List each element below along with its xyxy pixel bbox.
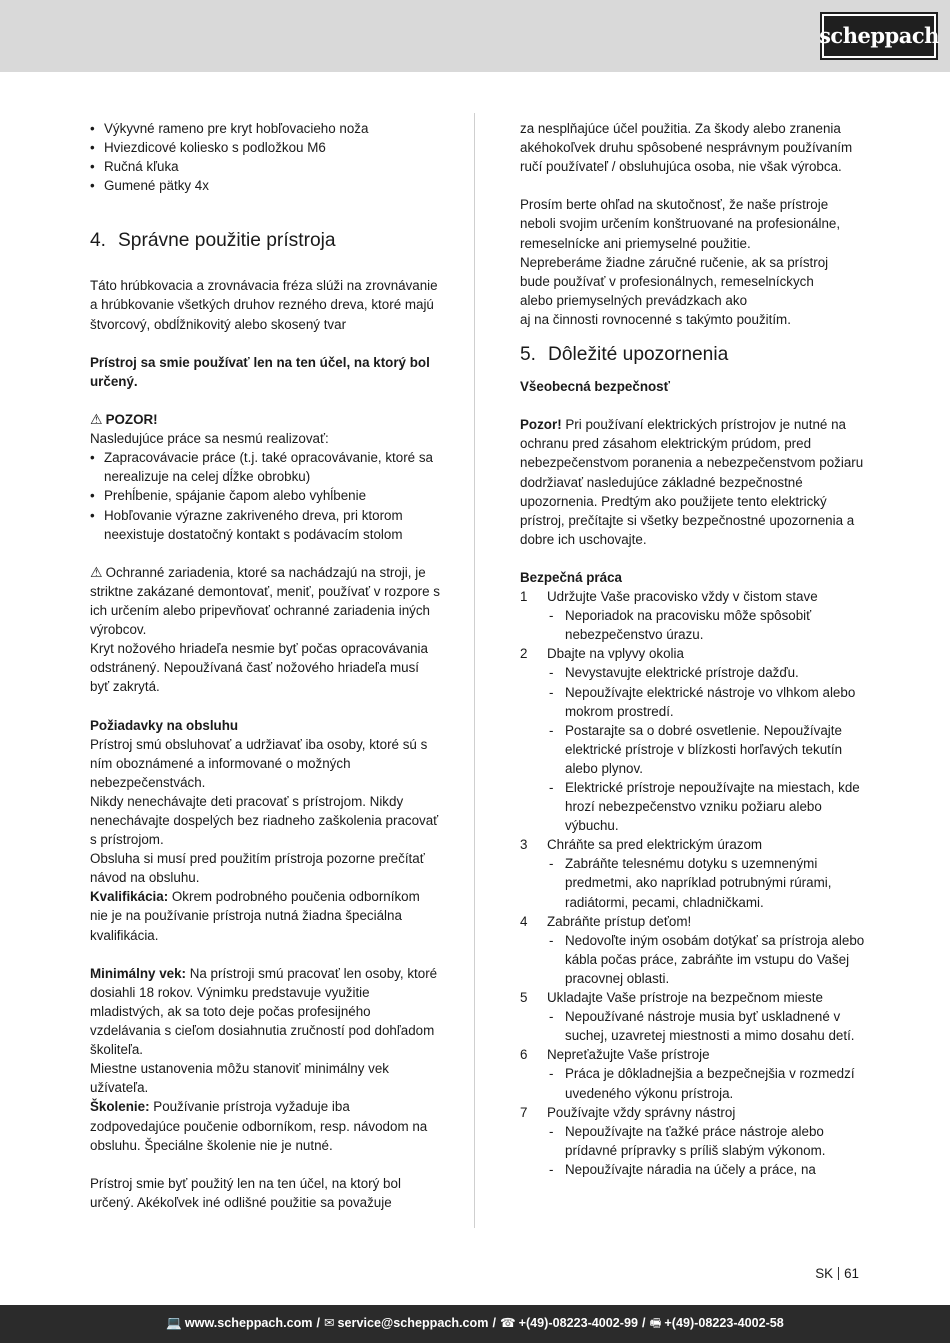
section-heading-4 bbox=[90, 223, 440, 261]
qualification-text: Okrem podrobného poučenia odborníkom nie je na používanie prístroja nutná žiadna špeciálna kvalifikácia. bbox=[90, 889, 420, 943]
item-number: 4 bbox=[520, 913, 528, 929]
item-title: Ukladajte Vaše prístroje na bezpečnom mieste bbox=[547, 990, 823, 1006]
list-item: • Gumené pätky 4x bbox=[90, 176, 440, 195]
footer-bar bbox=[0, 1305, 950, 1343]
item-title: Používajte vždy správny nástroj bbox=[547, 1104, 736, 1120]
list-item: • Hviezdicové koliesko s podložkou M6 bbox=[90, 138, 440, 157]
computer-icon: 💻 bbox=[166, 1316, 182, 1331]
sub-item: - Nepoužívané nástroje musia byť uskladnené v suchej, uzavretej miestnosti a mimo dosahu detí. bbox=[547, 1007, 865, 1045]
operator-heading: Požiadavky na obsluhu bbox=[90, 717, 239, 733]
note-line: bude používať v profesionálnych, remeselníckych bbox=[520, 273, 814, 289]
qualification-label: Kvalifikácia: bbox=[90, 889, 169, 905]
sub-item: - Nepoužívajte elektrické nástroje vo vlhkom alebo mokrom prostredí. bbox=[547, 683, 865, 721]
sub-item: - Zabráňte telesnému dotyku s uzemnenými predmetmi, ako napríklad potrubnými rúrami, radiátormi, pecami, chladničkami. bbox=[547, 854, 865, 911]
safety-item bbox=[520, 1045, 865, 1102]
safety-item bbox=[520, 1103, 865, 1179]
continued-paragraph: za nesplňajúce účel použitia. Za škody alebo zranenia akéhokoľvek druhu spôsobené nesprávnym používaním ručí používateľ / obsluhujúca osoba, nie však výrobca. bbox=[520, 121, 853, 175]
item-title: Chráňte sa pred elektrickým úrazom bbox=[547, 837, 763, 853]
final-paragraph: Prístroj smie byť použitý len na ten účel, na ktorý bol určený. Akékoľvek iné odlišné použitie sa považuje bbox=[90, 1175, 401, 1210]
section-heading-5 bbox=[520, 337, 865, 375]
cover-paragraph: Kryt nožového hriadeľa nesmie byť počas opracovávania odstránený. Nepoužívaná časť nožového hriadeľa musí byť zakrytá. bbox=[90, 641, 428, 695]
safety-item bbox=[520, 912, 865, 988]
min-age-label: Minimálny vek: bbox=[90, 965, 186, 981]
note-line: alebo priemyselných prevádzkach ako bbox=[520, 292, 748, 308]
sub-item: - Nevystavujte elektrické prístroje dažďu. bbox=[547, 663, 865, 682]
item-number: 2 bbox=[520, 646, 528, 662]
sub-item: - Elektrické prístroje nepoužívajte na miestach, kde hrozí nebezpečenstvo vzniku požiaru alebo výbuchu. bbox=[547, 778, 865, 835]
local-rules-paragraph: Miestne ustanovenia môžu stanoviť minimálny vek užívateľa. bbox=[90, 1061, 390, 1096]
note-line: Prosím berte ohľad na skutočnosť, že naše prístroje bbox=[520, 197, 829, 213]
section-number: 4. bbox=[90, 230, 107, 252]
item-number: 7 bbox=[520, 1104, 528, 1120]
note-line: Nepreberáme žiadne záručné ručenie, ak sa prístroj bbox=[520, 254, 829, 270]
safety-item bbox=[520, 988, 865, 1045]
parts-list bbox=[90, 119, 440, 195]
training-text: Používanie prístroja vyžaduje iba zodpovedajúce poučenie odborníkom, resp. návodom na obsluhu. Špeciálne školenie nie je nutné. bbox=[90, 1099, 428, 1153]
fax-number: +(49)-08223-4002-58 bbox=[664, 1316, 784, 1331]
right-column bbox=[520, 119, 865, 1179]
list-item: • Ručná kľuka bbox=[90, 157, 440, 176]
page-number-divider bbox=[838, 1267, 839, 1280]
sub-item: - Nepoužívajte na ťažké práce nástroje alebo prídavné prípravky s príliš slabým výkonom. bbox=[547, 1122, 865, 1160]
intro-paragraph: Táto hrúbkovacia a zrovnávacia fréza slúži na zrovnávanie a hrúbkovanie všetkých druhov rezného dreva, ktoré majú štvorcový, obdĺžnikovitý alebo skosený tvar bbox=[90, 278, 438, 332]
item-title: Udržujte Vaše pracovisko vždy v čistom stave bbox=[547, 589, 818, 605]
section-title: Dôležité upozornenia bbox=[548, 344, 729, 366]
sub-item: - Nepoužívajte náradia na účely a práce, na bbox=[547, 1160, 865, 1179]
min-age-text: Na prístroji smú pracovať len osoby, ktoré dosiahli 18 rokov. Výnimku predstavuje využitie mladistvých, ak sa toto deje počas profesijného vzdelávania s cieľom dosiahnutia zručností pod dohľadom školiteľa. bbox=[90, 965, 438, 1058]
page-number-value: 61 bbox=[844, 1266, 859, 1281]
column-divider bbox=[474, 113, 475, 1228]
left-column bbox=[90, 119, 440, 1212]
intended-use-statement: Prístroj sa smie používať len na ten účel, na ktorý bol určený. bbox=[90, 354, 430, 389]
section-title: Správne použitie prístroja bbox=[118, 230, 336, 252]
scheppach-logo: scheppach bbox=[822, 14, 936, 58]
list-item: • Zapracovávacie práce (t.j. také opracovávanie, ktoré sa nerealizuje na celej dĺžke obrobku) bbox=[90, 448, 440, 486]
safety-item bbox=[520, 644, 865, 835]
sub-item: - Nedovoľte iným osobám dotýkať sa prístroja alebo kábla počas práce, zabráňte im vstupu do Vašej pracovnej oblasti. bbox=[547, 931, 865, 988]
note-line: aj na činnosti rovnocenné s takýmto použitím. bbox=[520, 311, 791, 327]
safe-work-heading: Bezpečná práca bbox=[520, 569, 622, 585]
fax-icon: 🖷 bbox=[649, 1316, 662, 1331]
item-number: 1 bbox=[520, 589, 528, 605]
list-item: • Výkyvné rameno pre kryt hobľovacieho noža bbox=[90, 119, 440, 138]
phone-icon: ☎ bbox=[499, 1316, 516, 1331]
prohibited-list bbox=[90, 448, 440, 543]
header-bar bbox=[0, 0, 950, 72]
list-item: • Prehĺbenie, spájanie čapom alebo vyhĺbenie bbox=[90, 486, 440, 505]
item-number: 6 bbox=[520, 1047, 528, 1063]
safety-list bbox=[520, 587, 865, 1179]
email-link[interactable]: service@scheppach.com bbox=[337, 1316, 489, 1331]
protection-paragraph: Ochranné zariadenia, ktoré sa nachádzajú na stroji, je striktne zakázané demontovať, meniť, používať v rozpore s ich určením alebo pripevňovať ochranné zariadenia iných výrobcov. bbox=[90, 564, 441, 638]
safety-item bbox=[520, 835, 865, 911]
note-line: neboli svojim určením konštruované na profesionálne, remeselnícke ani priemyselné použitie. bbox=[520, 216, 841, 251]
item-title: Nepreťažujte Vaše prístroje bbox=[547, 1047, 710, 1063]
website-link[interactable]: www.scheppach.com bbox=[184, 1316, 313, 1331]
sub-item: - Postarajte sa o dobré osvetlenie. Nepoužívajte elektrické prístroje v blízkosti horľavých tekutín alebo plynov. bbox=[547, 721, 865, 778]
item-number: 3 bbox=[520, 837, 528, 853]
item-title: Zabráňte prístup deťom! bbox=[547, 913, 692, 929]
safety-item bbox=[520, 587, 865, 644]
operator-paragraph-1: Prístroj smú obsluhovať a udržiavať iba osoby, ktoré sú s ním oboznámené a informované o možných nebezpečenstvách. bbox=[90, 736, 428, 790]
footer-separator: / bbox=[492, 1316, 496, 1331]
training-label: Školenie: bbox=[90, 1099, 150, 1115]
operator-paragraph-3: Obsluha si musí pred použitím prístroja pozorne prečítať návod na obsluhu. bbox=[90, 851, 425, 886]
pozor-label: POZOR! bbox=[105, 412, 158, 428]
footer-separator: / bbox=[642, 1316, 646, 1331]
language-code: SK bbox=[815, 1266, 834, 1281]
pozor-text: Pri používaní elektrických prístrojov je nutné na ochranu pred zásahom elektrickým prúdom, pred nebezpečenstvom poranenia a nebezpečenstvom požiaru dodržiavať nasledujúce základné bezpečnostné upozornenia. Predtým ako použijete tento elektrický prístroj, prečítajte si všetky bezpečnostné upozornenia a dobre ich uschovajte. bbox=[520, 417, 864, 547]
page-number bbox=[815, 1264, 859, 1283]
phone-number: +(49)-08223-4002-99 bbox=[518, 1316, 639, 1331]
section-number: 5. bbox=[520, 344, 537, 366]
footer-separator: / bbox=[316, 1316, 320, 1331]
general-safety-heading: Všeobecná bezpečnosť bbox=[520, 379, 671, 395]
sub-item: - Práca je dôkladnejšia a bezpečnejšia v rozmedzí uvedeného výkonu prístroja. bbox=[547, 1064, 865, 1102]
operator-paragraph-2: Nikdy nenechávajte deti pracovať s prístrojom. Nikdy nenechávajte dospelých bez riadneho zaškolenia pracovať s prístrojom. bbox=[90, 793, 439, 848]
warning-icon: ⚠ bbox=[90, 411, 103, 428]
item-number: 5 bbox=[520, 990, 528, 1006]
pozor-intro: Nasledujúce práce sa nesmú realizovať: bbox=[90, 431, 329, 447]
mail-icon: ✉ bbox=[323, 1316, 335, 1331]
sub-item: - Neporiadok na pracovisku môže spôsobiť nebezpečenstvo úrazu. bbox=[547, 606, 865, 644]
warning-icon: ⚠ bbox=[90, 563, 103, 580]
pozor-label: Pozor! bbox=[520, 417, 562, 433]
item-title: Dbajte na vplyvy okolia bbox=[547, 646, 684, 662]
list-item: • Hobľovanie výrazne zakriveného dreva, pri ktorom neexistuje dostatočný kontakt s podávacím stolom bbox=[90, 506, 440, 544]
